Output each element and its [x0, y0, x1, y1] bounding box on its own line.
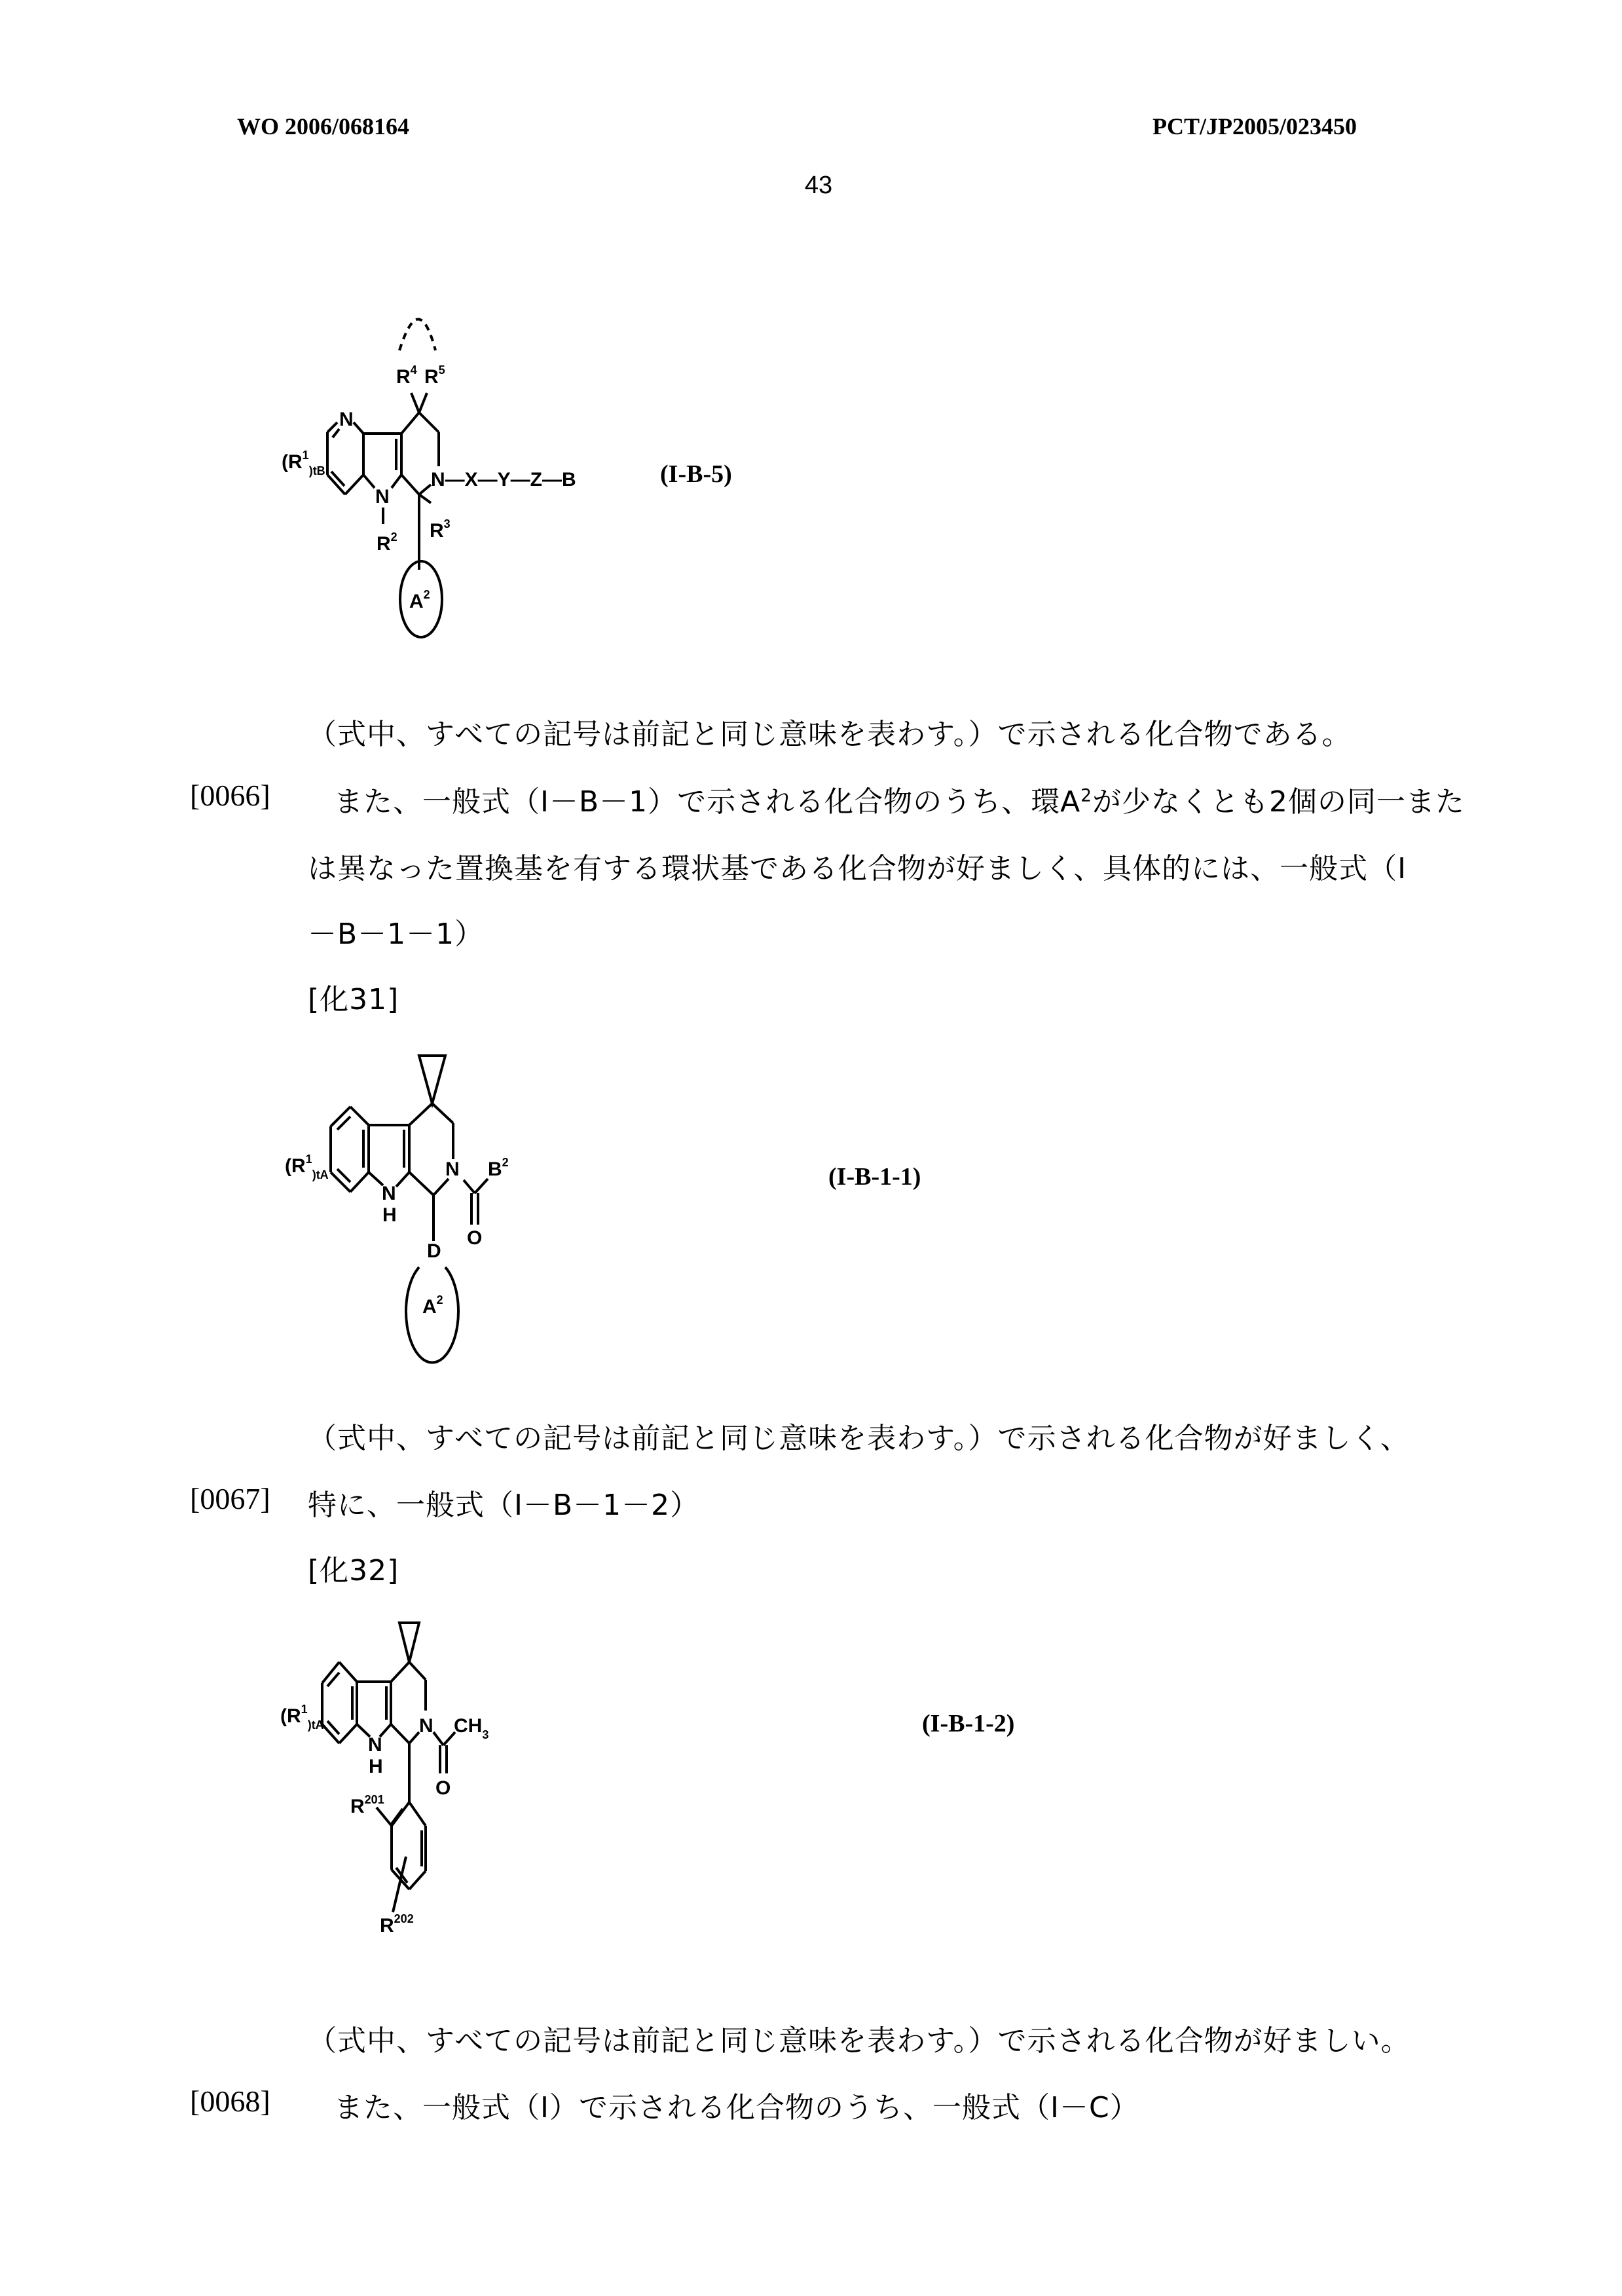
- substituent-r1: ($R^1_)tA$: [280, 1703, 324, 1731]
- substituent-r201: $R^{201}$: [350, 1793, 384, 1817]
- application-number: PCT/JP2005/023450: [1152, 113, 1357, 139]
- atom-n-indole: N: [375, 486, 390, 508]
- text-line: また、一般式（I）で示される化合物のうち、一般式（I－C）: [334, 2091, 1139, 2124]
- atom-n-ring: N: [445, 1158, 460, 1180]
- formula-label-I-B-5: (I-B-5): [660, 460, 732, 488]
- atom-o: O: [435, 1777, 451, 1799]
- text-line: また、一般式（I－B－1）で示される化合物のうち、環$A^2$が少なくとも2個の同一また: [334, 785, 1465, 819]
- text-line: －B－1－1）: [308, 917, 485, 951]
- substituent-r1: ($R^1_)tA$: [285, 1153, 329, 1181]
- text-line: （式中、すべての記号は前記と同じ意味を表わす。）で示される化合物が好ましい。: [308, 2024, 1410, 2058]
- substituent-r1: ($R^1_)tB$: [282, 449, 325, 477]
- atom-o: O: [467, 1227, 483, 1249]
- chemical-formula-tag: [化31]: [308, 983, 399, 1016]
- atom-nh-n: N: [368, 1734, 382, 1756]
- side-chain: N—X—Y—Z—B: [431, 469, 576, 491]
- ring-a2: $A^2$: [422, 1293, 443, 1318]
- page-number: 43: [804, 172, 833, 199]
- methyl-group: $CH_3$: [454, 1715, 489, 1741]
- substituent-r3: $R^3$: [430, 517, 451, 542]
- substituent-r5: $R^5$: [424, 363, 445, 388]
- text-line: は異なった置換基を有する環状基である化合物が好ましく、具体的には、一般式（I: [308, 852, 1407, 885]
- substituent-r202: $R^{202}$: [380, 1912, 414, 1936]
- chemical-structure-I-B-1-1: [262, 1041, 917, 1382]
- atom-nh-n: N: [382, 1183, 396, 1204]
- text-line: （式中、すべての記号は前記と同じ意味を表わす。）で示される化合物が好ましく、: [308, 1422, 1410, 1455]
- ring-a2: $A^2$: [409, 588, 430, 612]
- substituent-b2: $B^2$: [488, 1156, 509, 1180]
- chemical-formula-tag: [化32]: [308, 1554, 399, 1587]
- atom-nh-h: H: [369, 1756, 383, 1777]
- chemical-structure-I-B-5: [262, 295, 1113, 701]
- atom-n-pyridine: N: [339, 409, 354, 430]
- formula-label-I-B-1-2: (I-B-1-2): [922, 1710, 1015, 1737]
- paragraph-number-0066: [0066]: [190, 779, 270, 812]
- text-line: （式中、すべての記号は前記と同じ意味を表わす。）で示される化合物である。: [308, 718, 1352, 751]
- chemical-structure-I-B-1-2: [262, 1604, 917, 1997]
- substituent-r2: $R^2$: [377, 530, 397, 555]
- paragraph-number-0067: [0067]: [190, 1482, 270, 1515]
- atom-n-ring: N: [419, 1715, 433, 1737]
- publication-number: WO 2006/068164: [237, 113, 410, 139]
- substituent-r4: $R^4$: [396, 363, 417, 388]
- formula-label-I-B-1-1: (I-B-1-1): [828, 1163, 921, 1191]
- text-line: 特に、一般式（I－B－1－2）: [308, 1489, 700, 1522]
- atom-nh-h: H: [382, 1204, 397, 1226]
- paragraph-number-0068: [0068]: [190, 2084, 270, 2118]
- linker-d: D: [427, 1240, 441, 1262]
